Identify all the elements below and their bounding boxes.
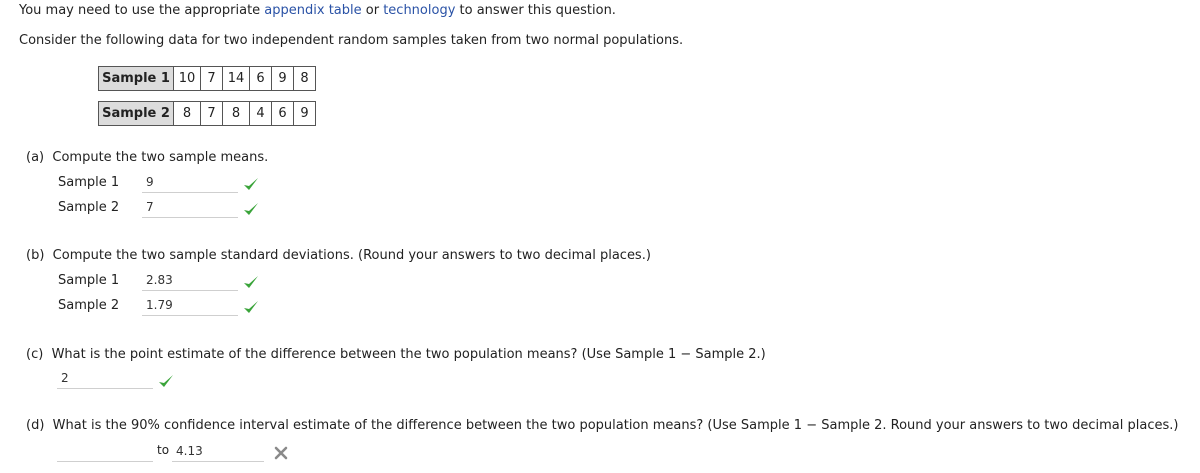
part-c-letter: (c)	[26, 347, 44, 362]
sample-data-table	[98, 66, 316, 126]
check-icon	[243, 177, 259, 191]
table-cell: 4	[250, 102, 272, 126]
part-b-sample2-label: Sample 2	[58, 298, 120, 313]
part-a-sample2-input[interactable]: 7	[142, 197, 238, 218]
part-b-sample1-label: Sample 1	[58, 273, 120, 288]
part-a-letter: (a)	[26, 150, 45, 165]
part-a-sample1-input[interactable]: 9	[142, 172, 238, 193]
table-cell: 9	[294, 102, 316, 126]
part-d-text: What is the 90% confidence interval estimate of the difference between the two population means? (Use Sample 1 − Sample 2. Round your answers to two decimal places.)	[52, 418, 1179, 433]
table-cell: 8	[294, 67, 316, 91]
check-icon	[243, 202, 259, 216]
check-icon	[243, 300, 259, 314]
table-cell: 8	[223, 102, 250, 126]
part-a-question	[26, 150, 268, 165]
intro-post: to answer this question.	[455, 3, 616, 18]
part-b-text: Compute the two sample standard deviations. (Round your answers to two decimal places.)	[52, 248, 651, 263]
row-header: Sample 2	[99, 102, 174, 126]
part-d-upper-input[interactable]: 4.13	[172, 441, 264, 462]
part-d-lower-input[interactable]	[57, 441, 153, 462]
part-b-question	[26, 248, 651, 263]
table-cell: 6	[250, 67, 272, 91]
table-cell: 6	[272, 102, 294, 126]
check-icon	[158, 374, 174, 388]
table-cell: 7	[201, 102, 223, 126]
part-a-sample2-label: Sample 2	[58, 200, 120, 215]
table-cell: 10	[174, 67, 201, 91]
appendix-table-link[interactable]: appendix table	[264, 3, 362, 18]
part-c-question	[26, 347, 766, 362]
part-d-question	[26, 418, 1178, 433]
part-a-sample1-label: Sample 1	[58, 175, 120, 190]
part-d-to-label: to	[157, 443, 170, 457]
part-c-input[interactable]: 2	[57, 368, 153, 389]
intro-pre: You may need to use the appropriate	[19, 3, 265, 18]
table-row	[99, 102, 316, 126]
table-cell: 7	[201, 67, 223, 91]
table-row	[99, 67, 316, 91]
table-cell: 9	[272, 67, 294, 91]
part-d-letter: (d)	[26, 418, 45, 433]
part-b-sample2-input[interactable]: 1.79	[142, 295, 238, 316]
check-icon	[243, 275, 259, 289]
part-b-sample1-input[interactable]: 2.83	[142, 270, 238, 291]
part-b-letter: (b)	[26, 248, 45, 263]
table-cell: 8	[174, 102, 201, 126]
intro-mid: or	[361, 3, 384, 18]
row-header: Sample 1	[99, 67, 174, 91]
intro-text	[19, 3, 616, 18]
cross-icon	[274, 446, 288, 460]
part-c-text: What is the point estimate of the difference between the two population means? (Use Sample 1 − Sample 2.)	[51, 347, 766, 362]
prompt-text: Consider the following data for two independent random samples taken from two normal populations.	[19, 33, 684, 48]
part-a-text: Compute the two sample means.	[52, 150, 269, 165]
technology-link[interactable]: technology	[383, 3, 456, 18]
table-cell: 14	[223, 67, 250, 91]
